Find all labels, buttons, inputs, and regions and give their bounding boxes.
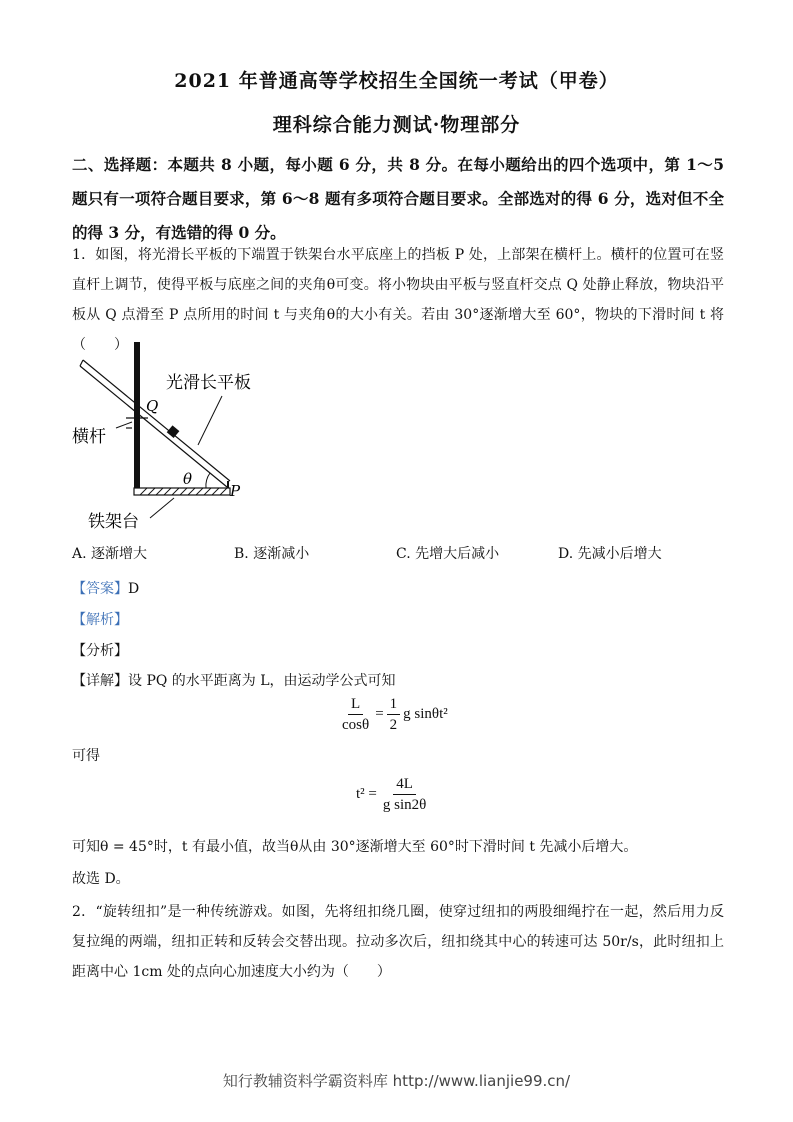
- label-stand: 铁架台: [88, 512, 139, 532]
- formula-1-eq: =: [375, 706, 384, 722]
- question-1-stem: 1．如图，将光滑长平板的下端置于铁架台水平底座上的挡板 P 处，上部架在横杆上。横杆的位置可在竖直杆上调节，使得平板与底座之间的夹角θ可变。将小物块由平板与竖直杆交点 Q 处静止释放，物块沿平板从 Q 点滑至 P 点所用的时间 t 与夹角θ的大小有关。若由 30°逐渐增大至 60°，物块的下滑时间 t 将（ ）: [72, 247, 724, 353]
- formula-1: [336, 694, 448, 735]
- detail-text: 设 PQ 的水平距离为 L，由运动学公式可知: [128, 673, 396, 689]
- label-q: Q: [146, 397, 159, 415]
- detail-tag: 【详解】: [72, 673, 128, 689]
- formula-2-lhs: t² =: [356, 786, 377, 802]
- answer-line: [72, 578, 139, 598]
- formula-1-rhs-den: 2: [389, 717, 398, 733]
- question-1-figure: [70, 338, 300, 538]
- answer-tag: 【答案】: [72, 581, 128, 597]
- page-subtitle: 理科综合能力测试·物理部分: [272, 114, 521, 136]
- analysis-tag: 【解析】: [72, 612, 128, 628]
- formula-1-rhs-tail: g sinθt²: [403, 706, 448, 722]
- label-p: P: [230, 482, 241, 500]
- small-block: [167, 425, 180, 438]
- conclusion-text: 可知θ = 45°时，t 有最小值，故当θ从由 30°逐渐增大至 60°时下滑时间 t 先减小后增大。: [72, 839, 638, 855]
- formula-2-num: 4L: [393, 774, 416, 795]
- final-answer-text: 故选 D。: [72, 871, 130, 887]
- vertical-rod: [134, 342, 140, 490]
- label-bar: 横杆: [72, 427, 106, 447]
- page-title: 2021 年普通高等学校招生全国统一考试（甲卷）: [174, 70, 619, 92]
- formula-1-lhs-num: L: [348, 694, 363, 715]
- answer-value: D: [128, 581, 140, 597]
- question-2-stem: 2．“旋转纽扣”是一种传统游戏。如图，先将纽扣绕几圈，使穿过纽扣的两股细绳拧在一起，然后用力反复拉绳的两端，纽扣正转和反转会交替出现。拉动多次后，纽扣绕其中心的转速可达 50r/s，此时纽扣上距离中心 1cm 处的点向心加速度大小约为（ ）: [72, 904, 724, 980]
- angle-arc: [206, 473, 210, 488]
- formula-2: [356, 774, 432, 815]
- option-a: A. 逐渐增大: [72, 546, 148, 562]
- formula-1-lhs-den: cosθ: [342, 717, 370, 733]
- kede-text: 可得: [72, 748, 100, 764]
- fenxi-tag: 【分析】: [72, 643, 128, 659]
- detail-line: [72, 670, 396, 690]
- option-d: D. 先减小后增大: [558, 546, 662, 562]
- section-heading: 二、选择题：本题共 8 小题，每小题 6 分，共 8 分。在每小题给出的四个选项中，第 1～5 题只有一项符合题目要求，第 6～8 题有多项符合题目要求。全部选对的得 6 分，选对但不全的得 3 分，有选错的得 0 分。: [72, 155, 724, 242]
- formula-2-den: g sin2θ: [382, 797, 427, 813]
- option-c: C. 先增大后减小: [396, 546, 500, 562]
- label-board: 光滑长平板: [166, 373, 251, 393]
- option-b: B. 逐渐减小: [234, 546, 310, 562]
- footer-watermark: 知行教辅资料学霸资料库 http://www.lianjie99.cn/: [222, 1072, 571, 1090]
- label-theta: θ: [183, 470, 193, 488]
- formula-1-rhs-num: 1: [387, 694, 401, 715]
